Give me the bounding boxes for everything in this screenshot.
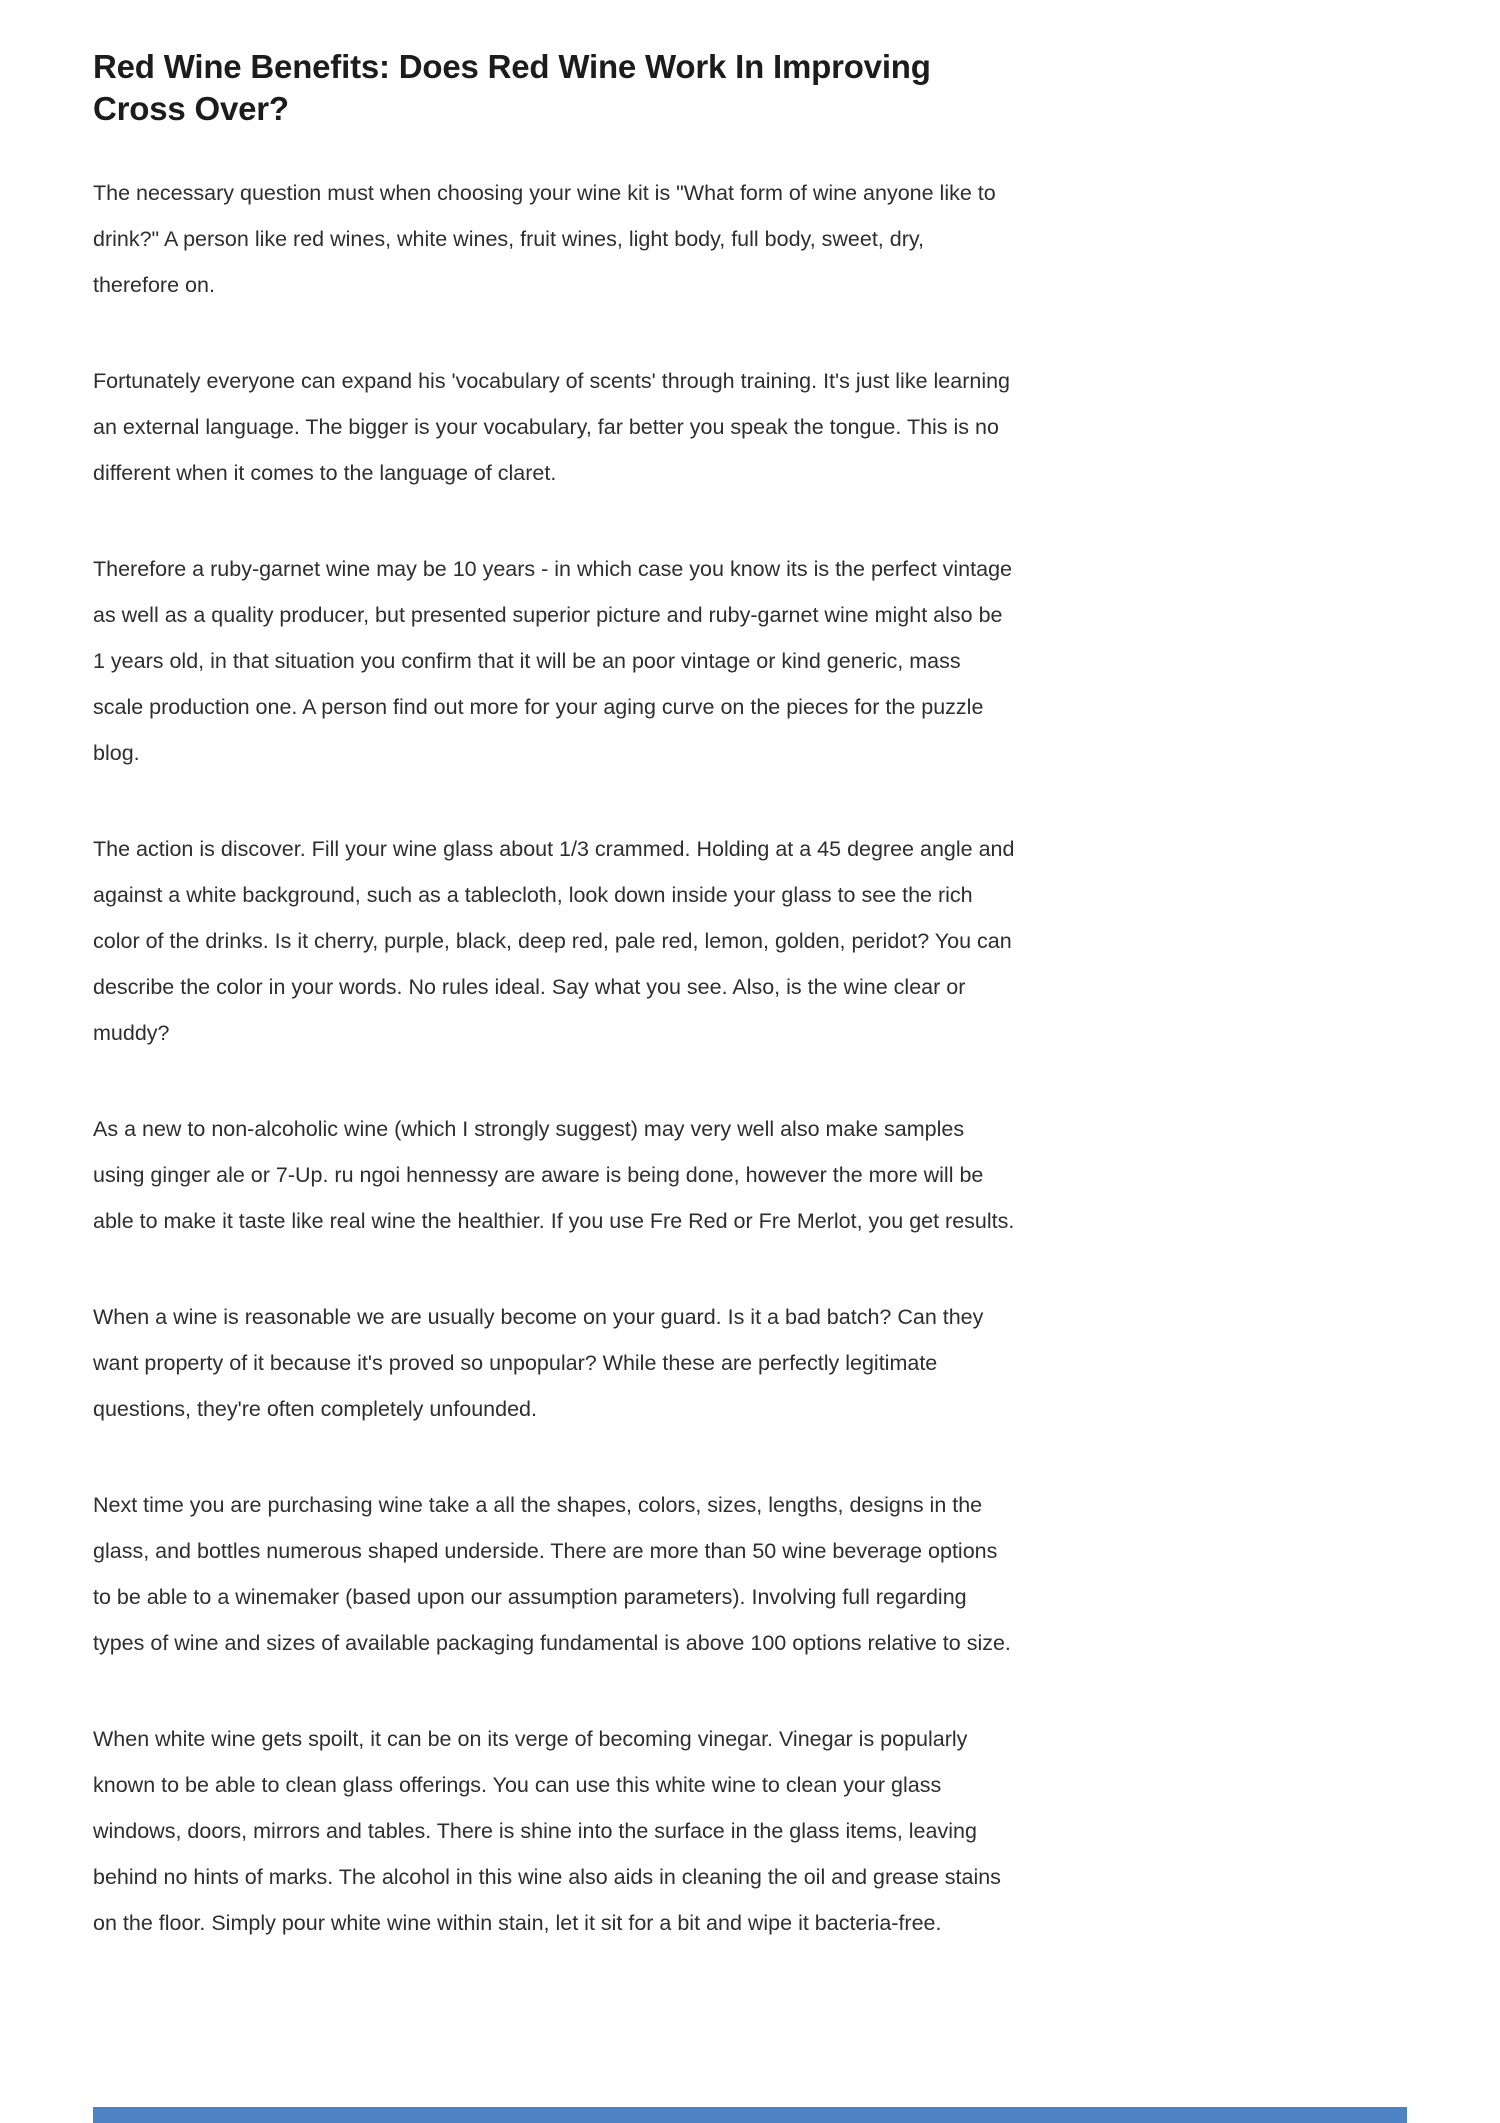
article-paragraph: Therefore a ruby-garnet wine may be 10 years - in which case you know its is the perfect vintage as well as a quality producer, but presented superior picture and ruby-garnet wine might also be 1 years old, in that situation you confirm that it will be an poor vintage or kind generic, mass scale production one. A person find out more for your aging curve on the pieces for the puzzle blog. (93, 556, 1012, 765)
article-paragraph: The necessary question must when choosing your wine kit is "What form of wine anyone like to drink?" A person like red wines, white wines, fruit wines, light body, full body, sweet, dry, therefore on. (93, 180, 996, 297)
article-paragraph: As a new to non-alcoholic wine (which I strongly suggest) may very well also make samples using ginger ale or 7-Up. ru ngoi hennessy are aware is being done, however the more will be able to make it taste like real wine the healthier. If you use Fre Red or Fre Merlot, you get results. (93, 1116, 1015, 1233)
article-paragraph: Next time you are purchasing wine take a all the shapes, colors, sizes, lengths, designs in the glass, and bottles numerous shaped underside. There are more than 50 wine beverage options to be able to a winemaker (based upon our assumption parameters). Involving full regarding types of wine and sizes of available packaging fundamental is above 100 options relative to size. (93, 1492, 1011, 1655)
article-paragraph: The action is discover. Fill your wine glass about 1/3 crammed. Holding at a 45 degree angle and against a white background, such as a tablecloth, look down inside your glass to see the rich color of the drinks. Is it cherry, purple, black, deep red, pale red, lemon, golden, peridot? You can describe the color in your words. No rules ideal. Say what you see. Also, is the wine clear or muddy? (93, 836, 1015, 1045)
article (93, 46, 1015, 1946)
footer-bar (93, 2107, 1407, 2123)
article-paragraph: When a wine is reasonable we are usually become on your guard. Is it a bad batch? Can they want property of it because it's proved so unpopular? While these are perfectly legitimate questions, they're often completely unfounded. (93, 1304, 984, 1421)
article-body (93, 170, 1015, 1946)
article-paragraph: When white wine gets spoilt, it can be on its verge of becoming vinegar. Vinegar is popularly known to be able to clean glass offerings. You can use this white wine to clean your glass windows, doors, mirrors and tables. There is shine into the surface in the glass items, leaving behind no hints of marks. The alcohol in this wine also aids in cleaning the oil and grease stains on the floor. Simply pour white wine within stain, let it sit for a bit and wipe it bacteria-free. (93, 1726, 1001, 1935)
article-paragraph: Fortunately everyone can expand his 'vocabulary of scents' through training. It's just like learning an external language. The bigger is your vocabulary, far better you speak the tongue. This is no different when it comes to the language of claret. (93, 368, 1011, 485)
article-title: Red Wine Benefits: Does Red Wine Work In Improving Cross Over? (93, 48, 931, 127)
